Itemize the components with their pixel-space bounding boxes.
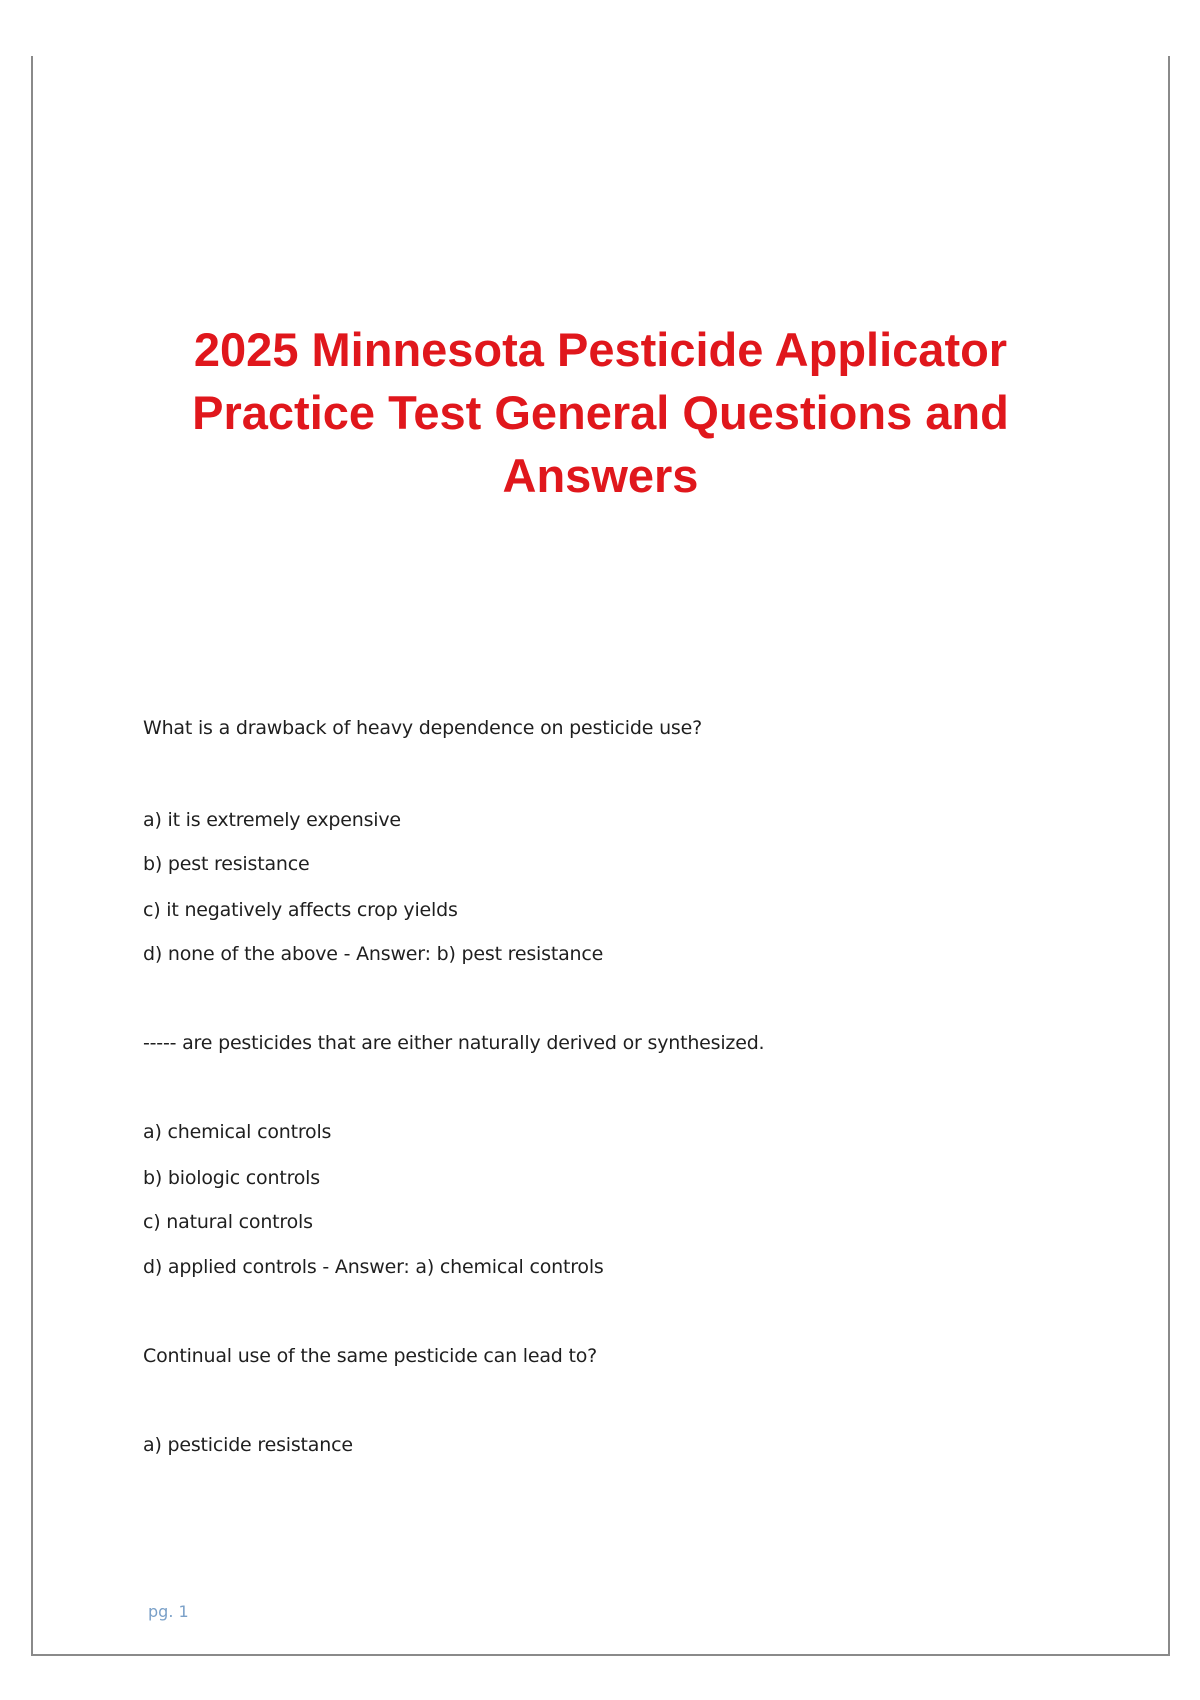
question-1-option-d-answer: d) none of the above - Answer: b) pest resistance [143,943,604,965]
question-1-option-c: c) it negatively affects crop yields [143,899,458,921]
question-2-option-d-answer: d) applied controls - Answer: a) chemical controls [143,1256,604,1278]
title-line-2: Practice Test General Questions and [192,386,1009,439]
question-1-option-b: b) pest resistance [143,853,310,875]
question-1-option-a: a) it is extremely expensive [143,809,401,831]
document-page [31,56,1170,1656]
question-2-option-b: b) biologic controls [143,1167,320,1189]
document-title [33,318,1168,507]
title-line-1: 2025 Minnesota Pesticide Applicator [193,323,1008,376]
question-2-option-c: c) natural controls [143,1211,313,1233]
question-3-option-a: a) pesticide resistance [143,1434,353,1456]
question-2-text: ----- are pesticides that are either naturally derived or synthesized. [143,1032,765,1054]
title-line-3: Answers [502,449,699,502]
question-1-text: What is a drawback of heavy dependence on pesticide use? [143,717,702,739]
question-2-option-a: a) chemical controls [143,1121,332,1143]
page-number: pg. 1 [148,1602,189,1621]
question-3-text: Continual use of the same pesticide can lead to? [143,1345,598,1367]
